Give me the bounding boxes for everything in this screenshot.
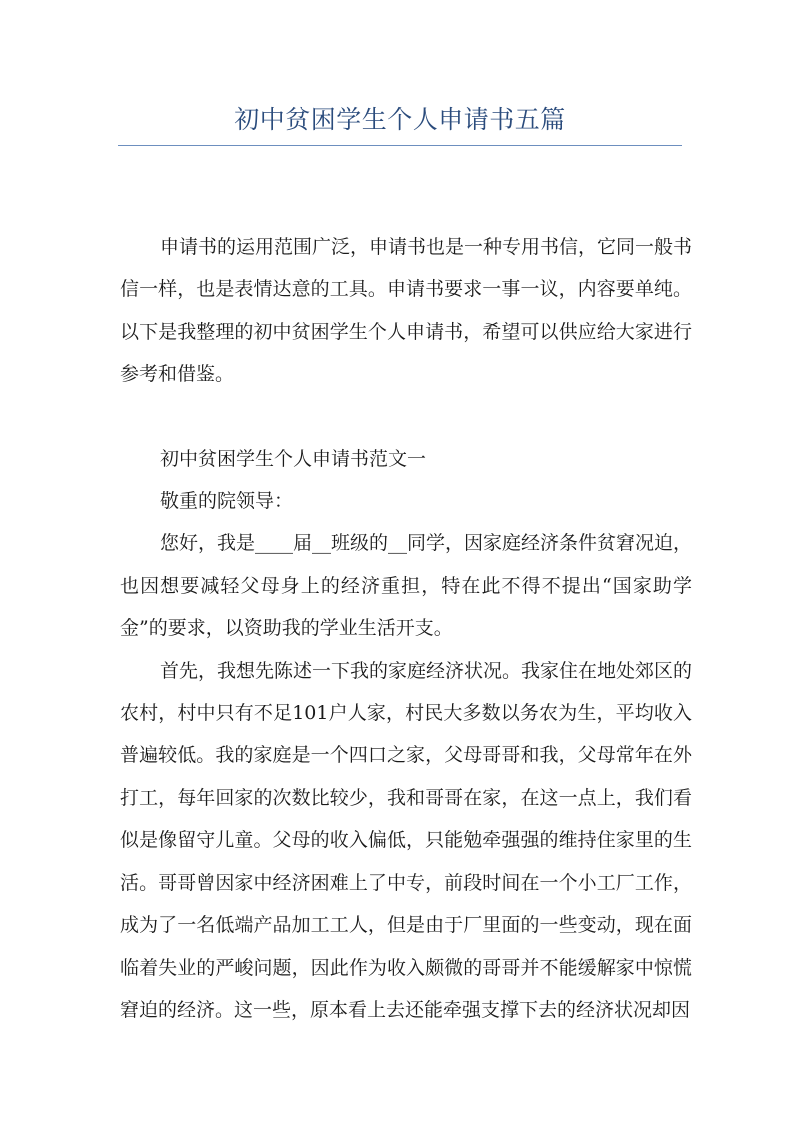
document-body: [120, 226, 692, 1031]
intro-paragraph: 申请书的运用范围广泛，申请书也是一种专用书信，它同一般书信一样，也是表情达意的工具。申请书要求一事一议，内容要单纯。以下是我整理的初中贫困学生个人申请书，希望可以供应给大家进行参考和借鉴。: [120, 236, 693, 386]
greeting-paragraph: 您好，我是____届__班级的__同学，因家庭经济条件贫窘况迫，也因想要减轻父母身上的经济重担，特在此不得不提出“国家助学金”的要求，以资助我的学业生活开支。: [120, 532, 693, 640]
section-heading: 初中贫困学生个人申请书范文一: [160, 447, 427, 470]
title-divider: [118, 145, 682, 146]
document-title: 初中贫困学生个人申请书五篇: [234, 105, 566, 134]
salutation: 敬重的院领导：: [160, 490, 294, 513]
family-situation-paragraph: 首先，我想先陈述一下我的家庭经济状况。我家住在地处郊区的农村，村中只有不足101户人家，村民大多数以务农为生，平均收入普遍较低。我的家庭是一个四口之家，父母哥哥和我，父母常年在外打工，每年回家的次数比较少，我和哥哥在家，在这一点上，我们看似是像留守儿童。父母的收入偏低，只能勉牵强强的维持住家里的生活。哥哥曾因家中经济困难上了中专，前段时间在一个小工厂工作，成为了一名低端产品加工工人，但是由于厂里面的一些变动，现在面临着失业的严峻问题，因此作为收入颇微的哥哥并不能缓解家中惊慌窘迫的经济。这一些，原本看上去还能牵强支撑下去的经济状况却因: [120, 659, 693, 1021]
